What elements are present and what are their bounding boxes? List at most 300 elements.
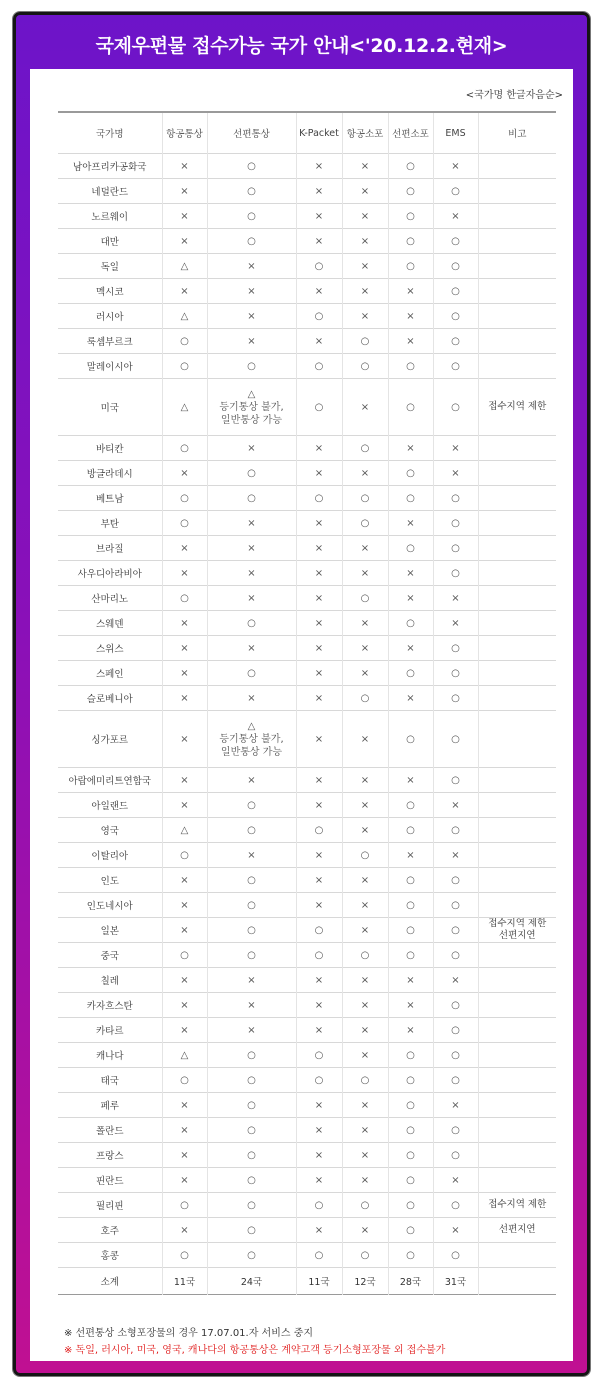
air-parcel-cell: ○ <box>342 586 388 611</box>
remarks-cell <box>478 768 556 793</box>
country-name: 멕시코 <box>58 279 162 304</box>
air-mail-cell: × <box>162 661 207 686</box>
table-row <box>58 304 556 329</box>
k-packet-cell: × <box>296 686 342 711</box>
country-name: 핀란드 <box>58 1168 162 1193</box>
remarks-cell <box>478 968 556 993</box>
country-name: 홍콩 <box>58 1243 162 1268</box>
remarks-cell <box>478 711 556 768</box>
remarks-cell <box>478 1168 556 1193</box>
country-name: 네덜란드 <box>58 179 162 204</box>
surface-mail-cell: ○ <box>207 793 296 818</box>
table-row <box>58 711 556 768</box>
ems-cell: ○ <box>433 993 478 1018</box>
ems-cell: ○ <box>433 379 478 436</box>
remarks-cell <box>478 893 556 918</box>
country-name: 바티칸 <box>58 436 162 461</box>
k-packet-cell: × <box>296 1118 342 1143</box>
surface-mail-cell: ○ <box>207 1193 296 1218</box>
surface-parcel-cell: ○ <box>388 943 433 968</box>
remarks-cell <box>478 279 556 304</box>
remarks-cell <box>478 511 556 536</box>
surface-mail-cell: ○ <box>207 461 296 486</box>
total-row <box>58 1268 556 1295</box>
surface-parcel-cell: × <box>388 561 433 586</box>
air-parcel-cell: × <box>342 254 388 279</box>
remarks-cell <box>478 329 556 354</box>
ems-cell: × <box>433 793 478 818</box>
surface-parcel-cell: ○ <box>388 661 433 686</box>
air-mail-cell: × <box>162 1168 207 1193</box>
ems-cell: ○ <box>433 304 478 329</box>
surface-parcel-cell: × <box>388 586 433 611</box>
table-row <box>58 661 556 686</box>
remarks-cell <box>478 586 556 611</box>
air-mail-cell: × <box>162 461 207 486</box>
page-title: 국제우편물 접수가능 국가 안내<'20.12.2.현재> <box>95 35 508 57</box>
k-packet-cell: × <box>296 204 342 229</box>
table-row <box>58 379 556 436</box>
air-mail-cell: × <box>162 561 207 586</box>
country-name: 태국 <box>58 1068 162 1093</box>
k-packet-cell: × <box>296 511 342 536</box>
air-mail-cell: × <box>162 536 207 561</box>
ems-cell: ○ <box>433 1018 478 1043</box>
k-packet-cell: × <box>296 586 342 611</box>
table-row <box>58 818 556 843</box>
ems-cell: ○ <box>433 661 478 686</box>
country-name: 스페인 <box>58 661 162 686</box>
surface-mail-cell: ○ <box>207 1243 296 1268</box>
remarks-cell <box>478 793 556 818</box>
country-name: 베트남 <box>58 486 162 511</box>
country-name: 영국 <box>58 818 162 843</box>
ems-cell: ○ <box>433 279 478 304</box>
surface-mail-cell: × <box>207 304 296 329</box>
air-mail-cell: × <box>162 868 207 893</box>
k-packet-cell: × <box>296 1168 342 1193</box>
air-mail-cell: ○ <box>162 329 207 354</box>
table-row <box>58 611 556 636</box>
table-row <box>58 1118 556 1143</box>
k-packet-cell: × <box>296 993 342 1018</box>
surface-parcel-cell: × <box>388 279 433 304</box>
table-header-row <box>58 112 556 154</box>
k-packet-cell: × <box>296 793 342 818</box>
surface-mail-cell: × <box>207 993 296 1018</box>
surface-parcel-cell: ○ <box>388 1218 433 1243</box>
air-mail-cell: × <box>162 893 207 918</box>
surface-mail-cell: ○ <box>207 204 296 229</box>
air-parcel-cell: × <box>342 1118 388 1143</box>
air-mail-cell: △ <box>162 379 207 436</box>
air-parcel-cell: × <box>342 768 388 793</box>
air-mail-cell: × <box>162 279 207 304</box>
total-remarks <box>478 1268 556 1295</box>
surface-parcel-cell: ○ <box>388 254 433 279</box>
table-row <box>58 636 556 661</box>
air-parcel-cell: × <box>342 893 388 918</box>
surface-mail-cell: × <box>207 636 296 661</box>
ems-cell: × <box>433 1218 478 1243</box>
surface-parcel-cell: × <box>388 304 433 329</box>
remarks-cell <box>478 1068 556 1093</box>
air-parcel-cell: ○ <box>342 1068 388 1093</box>
ems-cell: ○ <box>433 686 478 711</box>
country-name: 미국 <box>58 379 162 436</box>
header-air-parcel: 항공소포 <box>342 112 388 154</box>
surface-parcel-cell: ○ <box>388 611 433 636</box>
remarks-cell: 접수지역 제한 <box>478 1193 556 1218</box>
surface-parcel-cell: ○ <box>388 204 433 229</box>
air-mail-cell: ○ <box>162 943 207 968</box>
air-parcel-cell: ○ <box>342 843 388 868</box>
k-packet-cell: ○ <box>296 254 342 279</box>
surface-parcel-cell: ○ <box>388 1168 433 1193</box>
remarks-cell <box>478 636 556 661</box>
ems-cell: × <box>433 461 478 486</box>
country-name: 캐나다 <box>58 1043 162 1068</box>
remarks-cell <box>478 486 556 511</box>
remarks-cell <box>478 229 556 254</box>
header-air-mail: 항공통상 <box>162 112 207 154</box>
air-mail-cell: ○ <box>162 436 207 461</box>
surface-mail-cell: △ 등기통상 불가, 일반통상 가능 <box>207 711 296 768</box>
surface-mail-cell: × <box>207 511 296 536</box>
air-parcel-cell: × <box>342 279 388 304</box>
air-mail-cell: × <box>162 1018 207 1043</box>
ems-cell: ○ <box>433 511 478 536</box>
remarks-cell <box>478 561 556 586</box>
ems-cell: ○ <box>433 1118 478 1143</box>
surface-parcel-cell: × <box>388 636 433 661</box>
country-name: 노르웨이 <box>58 204 162 229</box>
k-packet-cell: ○ <box>296 379 342 436</box>
remarks-cell <box>478 1093 556 1118</box>
country-name: 중국 <box>58 943 162 968</box>
surface-parcel-cell: ○ <box>388 1068 433 1093</box>
air-parcel-cell: × <box>342 204 388 229</box>
k-packet-cell: × <box>296 179 342 204</box>
air-parcel-cell: ○ <box>342 436 388 461</box>
surface-mail-cell: ○ <box>207 818 296 843</box>
air-mail-cell: ○ <box>162 354 207 379</box>
surface-parcel-cell: × <box>388 329 433 354</box>
table-row <box>58 968 556 993</box>
table-row <box>58 561 556 586</box>
air-mail-cell: ○ <box>162 511 207 536</box>
remarks-cell <box>478 304 556 329</box>
air-parcel-cell: × <box>342 229 388 254</box>
k-packet-cell: × <box>296 843 342 868</box>
remarks-cell <box>478 818 556 843</box>
remarks-cell <box>478 154 556 179</box>
table-row <box>58 793 556 818</box>
country-name: 스위스 <box>58 636 162 661</box>
k-packet-cell: × <box>296 436 342 461</box>
air-parcel-cell: ○ <box>342 486 388 511</box>
remarks-cell <box>478 868 556 893</box>
ems-cell: ○ <box>433 1243 478 1268</box>
surface-parcel-cell: ○ <box>388 868 433 893</box>
air-mail-cell: △ <box>162 304 207 329</box>
surface-mail-cell: × <box>207 561 296 586</box>
table-row <box>58 686 556 711</box>
air-parcel-cell: × <box>342 304 388 329</box>
remarks-cell <box>478 204 556 229</box>
surface-mail-total: 24국 <box>207 1268 296 1295</box>
surface-mail-cell: ○ <box>207 354 296 379</box>
ems-cell: ○ <box>433 354 478 379</box>
k-packet-cell: × <box>296 1018 342 1043</box>
ems-total: 31국 <box>433 1268 478 1295</box>
k-packet-cell: × <box>296 893 342 918</box>
ems-cell: ○ <box>433 918 478 943</box>
air-mail-cell: ○ <box>162 1068 207 1093</box>
surface-mail-cell: × <box>207 329 296 354</box>
remarks-cell <box>478 1243 556 1268</box>
table-row <box>58 1093 556 1118</box>
notice-frame <box>13 12 590 1376</box>
surface-parcel-cell: ○ <box>388 179 433 204</box>
surface-parcel-cell: ○ <box>388 1093 433 1118</box>
table-row <box>58 1218 556 1243</box>
country-name: 사우디아라비아 <box>58 561 162 586</box>
remarks-cell: 선편지연 <box>478 1218 556 1243</box>
footnote-air-restriction: ※ 독일, 러시아, 미국, 영국, 캐나다의 항공통상은 계약고객 등기소형포장물 외 접수불가 <box>64 1345 446 1356</box>
table-row <box>58 279 556 304</box>
country-name: 이탈리아 <box>58 843 162 868</box>
surface-parcel-cell: × <box>388 768 433 793</box>
ems-cell: ○ <box>433 636 478 661</box>
k-packet-cell: × <box>296 329 342 354</box>
country-name: 칠레 <box>58 968 162 993</box>
k-packet-cell: ○ <box>296 918 342 943</box>
surface-mail-cell: ○ <box>207 893 296 918</box>
air-mail-cell: △ <box>162 1043 207 1068</box>
surface-mail-cell: ○ <box>207 943 296 968</box>
surface-mail-cell: ○ <box>207 611 296 636</box>
surface-mail-cell: ○ <box>207 1118 296 1143</box>
ems-cell: × <box>433 1093 478 1118</box>
ems-cell: ○ <box>433 1143 478 1168</box>
header-ems: EMS <box>433 112 478 154</box>
header-k-packet: K-Packet <box>296 112 342 154</box>
air-mail-cell: × <box>162 686 207 711</box>
air-mail-cell: ○ <box>162 486 207 511</box>
country-name: 아일랜드 <box>58 793 162 818</box>
ems-cell: × <box>433 204 478 229</box>
air-mail-cell: × <box>162 154 207 179</box>
country-name: 인도 <box>58 868 162 893</box>
air-parcel-total: 12국 <box>342 1268 388 1295</box>
surface-mail-cell: ○ <box>207 1218 296 1243</box>
surface-parcel-cell: ○ <box>388 1193 433 1218</box>
surface-parcel-cell: ○ <box>388 893 433 918</box>
country-name: 브라질 <box>58 536 162 561</box>
air-mail-cell: × <box>162 1118 207 1143</box>
air-parcel-cell: × <box>342 461 388 486</box>
remarks-cell <box>478 1143 556 1168</box>
header-surface-parcel: 선편소포 <box>388 112 433 154</box>
ems-cell: ○ <box>433 536 478 561</box>
ems-cell: × <box>433 1168 478 1193</box>
k-packet-cell: × <box>296 711 342 768</box>
k-packet-cell: × <box>296 636 342 661</box>
air-parcel-cell: ○ <box>342 943 388 968</box>
surface-parcel-cell: ○ <box>388 1143 433 1168</box>
content-panel <box>30 69 573 1361</box>
header-country: 국가명 <box>58 112 162 154</box>
surface-parcel-cell: × <box>388 993 433 1018</box>
surface-mail-cell: × <box>207 768 296 793</box>
ems-cell: × <box>433 436 478 461</box>
k-packet-cell: × <box>296 536 342 561</box>
surface-mail-cell: ○ <box>207 1093 296 1118</box>
country-name: 일본 <box>58 918 162 943</box>
surface-parcel-cell: ○ <box>388 793 433 818</box>
surface-parcel-cell: ○ <box>388 354 433 379</box>
remarks-cell <box>478 461 556 486</box>
surface-parcel-cell: ○ <box>388 711 433 768</box>
air-mail-total: 11국 <box>162 1268 207 1295</box>
air-parcel-cell: × <box>342 1168 388 1193</box>
surface-mail-cell: ○ <box>207 1043 296 1068</box>
air-parcel-cell: × <box>342 793 388 818</box>
k-packet-cell: × <box>296 768 342 793</box>
air-parcel-cell: × <box>342 818 388 843</box>
table-row <box>58 254 556 279</box>
air-parcel-cell: × <box>342 993 388 1018</box>
remarks-cell <box>478 843 556 868</box>
country-name: 방글라데시 <box>58 461 162 486</box>
surface-mail-cell: × <box>207 686 296 711</box>
table-row <box>58 486 556 511</box>
k-packet-cell: ○ <box>296 486 342 511</box>
air-parcel-cell: × <box>342 611 388 636</box>
surface-parcel-cell: ○ <box>388 229 433 254</box>
surface-parcel-cell: ○ <box>388 1118 433 1143</box>
ems-cell: ○ <box>433 893 478 918</box>
remarks-cell: 접수지역 제한 <box>478 379 556 436</box>
k-packet-cell: × <box>296 1218 342 1243</box>
ems-cell: ○ <box>433 254 478 279</box>
surface-mail-cell: × <box>207 968 296 993</box>
remarks-cell <box>478 686 556 711</box>
country-name: 프랑스 <box>58 1143 162 1168</box>
country-name: 아랍에미리트연합국 <box>58 768 162 793</box>
k-packet-cell: ○ <box>296 943 342 968</box>
surface-mail-cell: △ 등기통상 불가, 일반통상 가능 <box>207 379 296 436</box>
air-parcel-cell: ○ <box>342 354 388 379</box>
air-parcel-cell: × <box>342 1018 388 1043</box>
table-row <box>58 1143 556 1168</box>
surface-mail-cell: ○ <box>207 179 296 204</box>
air-parcel-cell: × <box>342 661 388 686</box>
k-packet-cell: × <box>296 229 342 254</box>
footnote-surface-service: ※ 선편통상 소형포장물의 경우 17.07.01.자 서비스 중지 <box>64 1328 314 1339</box>
air-parcel-cell: × <box>342 1218 388 1243</box>
table-row <box>58 586 556 611</box>
air-parcel-cell: ○ <box>342 329 388 354</box>
air-mail-cell: × <box>162 1093 207 1118</box>
air-mail-cell: × <box>162 636 207 661</box>
surface-parcel-cell: × <box>388 686 433 711</box>
country-name: 러시아 <box>58 304 162 329</box>
country-name: 페루 <box>58 1093 162 1118</box>
k-packet-cell: × <box>296 611 342 636</box>
ems-cell: × <box>433 154 478 179</box>
sort-note: <국가명 한글자음순> <box>465 90 563 101</box>
remarks-cell <box>478 254 556 279</box>
table-row <box>58 918 556 943</box>
table-row <box>58 868 556 893</box>
country-name: 남아프리카공화국 <box>58 154 162 179</box>
country-name: 룩셈부르크 <box>58 329 162 354</box>
k-packet-cell: ○ <box>296 1243 342 1268</box>
country-name: 카자흐스탄 <box>58 993 162 1018</box>
remarks-cell <box>478 536 556 561</box>
k-packet-total: 11국 <box>296 1268 342 1295</box>
surface-mail-cell: × <box>207 586 296 611</box>
air-parcel-cell: ○ <box>342 511 388 536</box>
surface-mail-cell: ○ <box>207 229 296 254</box>
air-mail-cell: × <box>162 768 207 793</box>
table-row <box>58 436 556 461</box>
surface-parcel-cell: ○ <box>388 486 433 511</box>
surface-mail-cell: ○ <box>207 154 296 179</box>
k-packet-cell: × <box>296 154 342 179</box>
surface-mail-cell: × <box>207 843 296 868</box>
ems-cell: ○ <box>433 1193 478 1218</box>
remarks-cell <box>478 661 556 686</box>
table-row <box>58 229 556 254</box>
ems-cell: ○ <box>433 711 478 768</box>
country-name: 산마리노 <box>58 586 162 611</box>
table-row <box>58 1068 556 1093</box>
air-mail-cell: △ <box>162 818 207 843</box>
k-packet-cell: × <box>296 461 342 486</box>
remarks-cell <box>478 1018 556 1043</box>
surface-parcel-cell: ○ <box>388 1043 433 1068</box>
surface-mail-cell: × <box>207 279 296 304</box>
surface-parcel-cell: × <box>388 511 433 536</box>
ems-cell: ○ <box>433 1043 478 1068</box>
header-remarks: 비고 <box>478 112 556 154</box>
k-packet-cell: × <box>296 868 342 893</box>
air-parcel-cell: × <box>342 868 388 893</box>
air-mail-cell: △ <box>162 254 207 279</box>
surface-mail-cell: ○ <box>207 1143 296 1168</box>
country-table <box>58 111 556 1295</box>
table-row <box>58 329 556 354</box>
air-parcel-cell: ○ <box>342 1193 388 1218</box>
table-row <box>58 843 556 868</box>
table-row <box>58 1168 556 1193</box>
footnotes <box>64 1325 445 1359</box>
table-row <box>58 1243 556 1268</box>
table-row <box>58 204 556 229</box>
ems-cell: × <box>433 968 478 993</box>
country-name: 스웨덴 <box>58 611 162 636</box>
ems-cell: × <box>433 586 478 611</box>
air-parcel-cell: × <box>342 379 388 436</box>
k-packet-cell: × <box>296 561 342 586</box>
country-name: 필리핀 <box>58 1193 162 1218</box>
air-parcel-cell: × <box>342 536 388 561</box>
surface-mail-cell: ○ <box>207 1168 296 1193</box>
total-label: 소계 <box>58 1268 162 1295</box>
